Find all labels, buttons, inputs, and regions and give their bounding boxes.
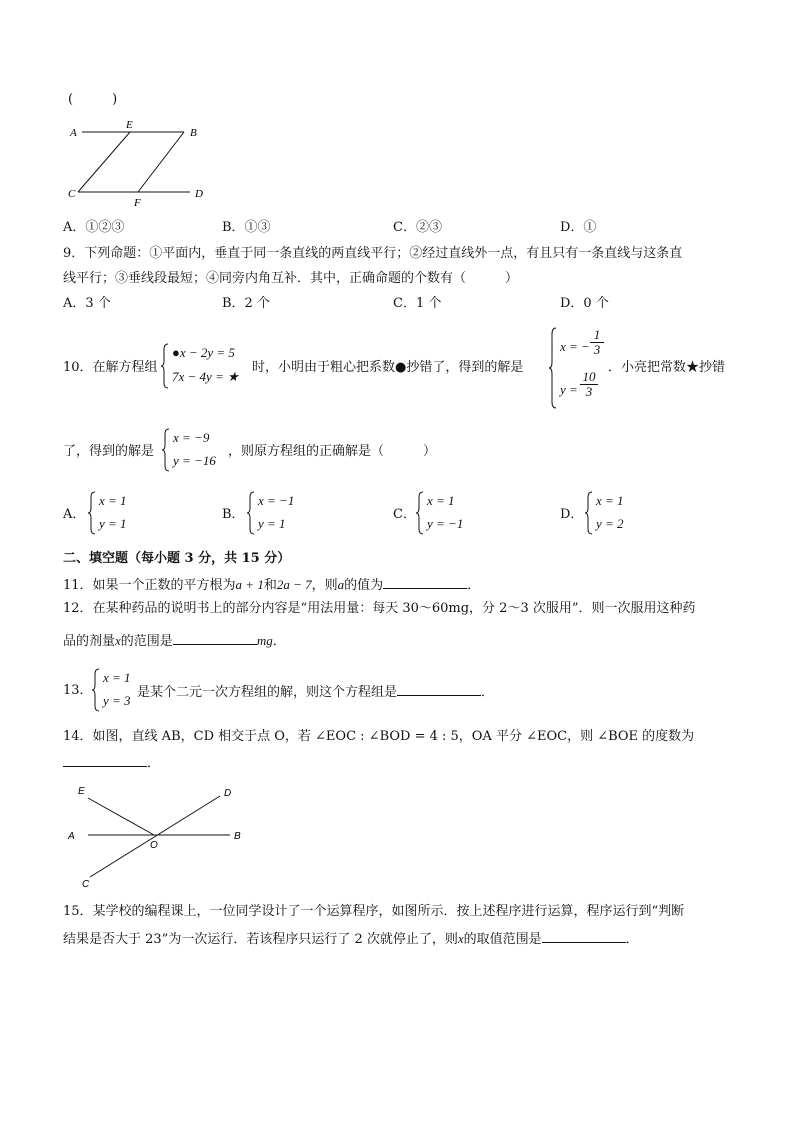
q8-option-d: D．① xyxy=(560,220,597,235)
q13-text: 是某个二元一次方程组的解，则这个方程组是 xyxy=(137,685,398,700)
q14-end: ． xyxy=(147,756,161,771)
option-b-y: y = 1 xyxy=(258,516,286,531)
q8-option-b: B．①③ xyxy=(222,220,271,235)
q8-option-a: A．①②③ xyxy=(63,220,125,235)
q10-option-a xyxy=(87,490,147,536)
fig8-label-b: B xyxy=(190,127,197,139)
fig14-label-e: E xyxy=(78,786,85,797)
left-brace-icon xyxy=(87,490,97,536)
q10-sol2-y: y = −16 xyxy=(173,453,216,468)
q10-eq1: ●x − 2y = 5 xyxy=(172,345,235,360)
q10-option-d-label: D． xyxy=(560,507,584,522)
left-brace-icon xyxy=(584,490,594,536)
q10-sol1-y: y = xyxy=(560,382,578,397)
section-heading: 二、填空题（每小题 3 分，共 15 分） xyxy=(63,551,291,566)
answer-blank[interactable] xyxy=(63,754,147,767)
q10-option-c xyxy=(415,490,475,536)
q10-eq2: 7x − 4y = ★ xyxy=(172,369,239,384)
left-brace-icon xyxy=(246,490,256,536)
q10-line2-prefix: 了，得到的解是 xyxy=(63,444,155,459)
q11-expr1: a + 1 xyxy=(235,577,264,592)
q9-option-c: C．1 个 xyxy=(393,296,442,311)
q15-line1: 15．某学校的编程课上，一位同学设计了一个运算程序，如图所示．按上述程序进行运算，程序运行到“判断 xyxy=(63,904,685,919)
q11-and: 和 xyxy=(263,578,277,593)
fig14-label-d: D xyxy=(224,788,232,799)
q11-expr2: 2a − 7 xyxy=(276,577,312,592)
q10-solution1 xyxy=(548,326,608,410)
fig8-label-d: D xyxy=(195,188,203,200)
numerator: 10 xyxy=(582,369,596,384)
fig14-label-a: A xyxy=(68,831,75,842)
q10-sol1-x: x = − xyxy=(560,339,590,354)
q9-line1: 9．下列命题：①平面内，垂直于同一条直线的两直线平行；②经过直线外一点，有且只有一条直线与这条直 xyxy=(63,246,683,261)
q12-line2-b: 的范围是 xyxy=(120,634,173,649)
q11-var: a xyxy=(337,577,345,592)
q11-text-a: 11．如果一个正数的平方根为 xyxy=(63,578,236,593)
q13-solution-system xyxy=(91,667,141,713)
left-brace-icon xyxy=(160,342,170,390)
option-d-x: x = 1 xyxy=(596,493,624,508)
q10-option-d xyxy=(584,490,644,536)
q10-sol2-x: x = −9 xyxy=(173,430,210,445)
fig14-label-c: C xyxy=(82,879,90,890)
option-c-x: x = 1 xyxy=(427,493,455,508)
fraction xyxy=(590,328,604,357)
q8-option-c: C．②③ xyxy=(393,220,442,235)
q11 xyxy=(63,576,480,594)
left-brace-icon xyxy=(548,326,558,410)
q11-text-b: ，则 xyxy=(311,578,338,593)
q10-line2-suffix: ，则原方程组的正确解是（ ） xyxy=(228,444,437,459)
answer-blank[interactable] xyxy=(383,576,467,589)
q10-suffix: ．小亮把常数★抄错 xyxy=(608,360,726,375)
parallelogram-figure-q8 xyxy=(62,118,212,210)
q15-var: x xyxy=(457,931,464,946)
q13-num: 13． xyxy=(63,683,93,698)
numerator: 1 xyxy=(593,327,601,342)
q13-y: y = 3 xyxy=(103,693,131,708)
option-b-x: x = −1 xyxy=(258,493,295,508)
fig8-label-c: C xyxy=(68,188,76,200)
q9-line2: 线平行；③垂线段最短；④同旁内角互补．其中，正确命题的个数有（ ） xyxy=(63,271,519,286)
answer-paren-q8: ( ) xyxy=(68,92,118,107)
q13-end: ． xyxy=(481,685,495,700)
answer-blank[interactable] xyxy=(173,632,257,645)
q10-option-c-label: C． xyxy=(393,507,416,522)
q14-line2 xyxy=(63,754,160,772)
denominator: 3 xyxy=(580,384,598,399)
q10-option-b xyxy=(246,490,306,536)
fraction xyxy=(580,370,598,399)
q10-equation-system xyxy=(160,342,260,390)
q12-end: ． xyxy=(272,634,286,649)
q13-x: x = 1 xyxy=(103,670,131,685)
q10-option-a-label: A． xyxy=(63,507,86,522)
q14-line1: 14．如图，直线 AB，CD 相交于点 O，若 ∠EOC : ∠BOD = 4 : 5，OA 平分 ∠EOC，则 ∠BOE 的度数为 xyxy=(63,729,695,744)
q12-line2 xyxy=(63,632,286,650)
fig8-label-e: E xyxy=(126,119,133,131)
answer-blank[interactable] xyxy=(397,683,481,696)
fig8-label-a: A xyxy=(70,127,77,139)
denominator: 3 xyxy=(590,342,604,357)
answer-blank[interactable] xyxy=(542,930,626,943)
q15-line2 xyxy=(63,930,639,948)
option-a-y: y = 1 xyxy=(99,516,127,531)
q9-option-a: A．3 个 xyxy=(63,296,111,311)
q10-solution2 xyxy=(161,427,231,473)
option-d-y: y = 2 xyxy=(596,516,624,531)
q15-line2-b: 的取值范围是 xyxy=(463,932,542,947)
q15-end: ． xyxy=(625,932,639,947)
q12-line2-a: 品的剂量 xyxy=(63,634,116,649)
fig8-label-f: F xyxy=(134,197,141,209)
q11-end: ． xyxy=(467,578,481,593)
option-c-y: y = −1 xyxy=(427,516,464,531)
q9-option-b: B．2 个 xyxy=(222,296,270,311)
left-brace-icon xyxy=(91,667,101,713)
q10-option-b-label: B． xyxy=(222,507,245,522)
q15-line2-a: 结果是否大于 23”为一次运行．若该程序只运行了 2 次就停止了，则 xyxy=(63,932,458,947)
left-brace-icon xyxy=(415,490,425,536)
q9-option-d: D．0 个 xyxy=(560,296,609,311)
q10-prefix: 10．在解方程组 xyxy=(63,360,158,375)
q10-mid: 时，小明由于粗心把系数●抄错了，得到的解是 xyxy=(252,360,524,375)
q12-unit: mg xyxy=(256,633,273,648)
intersecting-lines-figure-q14 xyxy=(62,780,252,892)
fig14-label-b: B xyxy=(234,831,241,842)
q12-line1: 12．在某种药品的说明书上的部分内容是“用法用量：每天 30～60mg，分 2～3 次服用”．则一次服用这种药 xyxy=(63,601,696,616)
q12-var: x xyxy=(115,633,121,648)
fig14-label-o: O xyxy=(150,840,158,851)
q13-text-line xyxy=(137,683,494,701)
q11-text-c: 的值为 xyxy=(344,578,384,593)
option-a-x: x = 1 xyxy=(99,493,127,508)
left-brace-icon xyxy=(161,427,171,473)
